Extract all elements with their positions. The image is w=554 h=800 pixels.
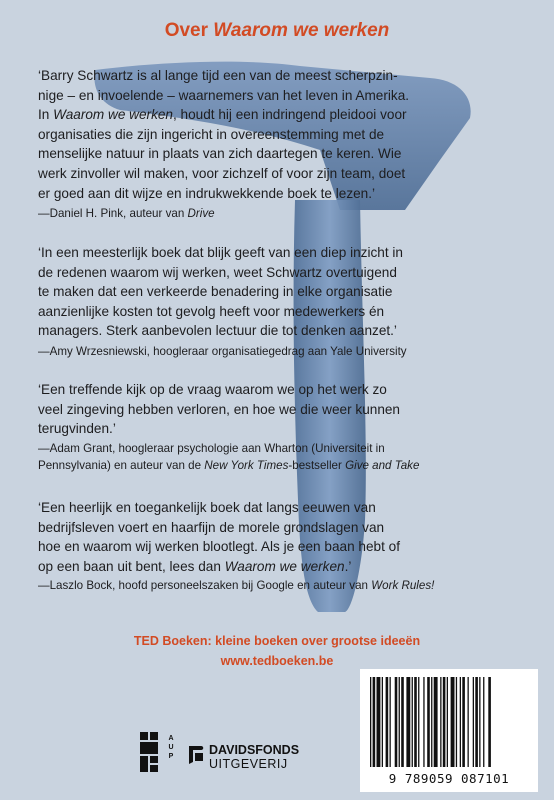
barcode-bar xyxy=(399,677,400,767)
barcode-bar xyxy=(418,677,419,767)
barcode-bar xyxy=(456,677,457,767)
barcode-bar xyxy=(370,677,371,767)
barcode-bar xyxy=(390,677,391,767)
barcode-bar xyxy=(488,677,491,767)
ted-boeken-info xyxy=(0,631,554,671)
barcode-bar xyxy=(434,677,438,767)
barcode-bar xyxy=(427,677,430,767)
quote-line: organisaties die zijn ingericht in overeenstemming met de xyxy=(38,126,385,142)
ted-website-link[interactable]: www.tedboeken.be xyxy=(220,654,334,668)
barcode-bar xyxy=(412,677,413,767)
barcode-bar xyxy=(443,677,446,767)
quote-line: veel zingeving hebben verloren, en hoe we die weer kunnen xyxy=(38,401,400,417)
barcode-bar xyxy=(401,677,404,767)
quote-line: ‘Barry Schwartz is al lange tijd een van de meest scherpzin- xyxy=(38,68,398,83)
barcode-bar xyxy=(462,677,465,767)
barcode xyxy=(360,669,538,792)
barcode-bar xyxy=(377,677,381,767)
attribution-grant: —Adam Grant, hoogleraar psychologie aan Wharton (Universiteit in Pennsylvania) en auteur van de New York Times-bestseller Give and Take xyxy=(38,442,420,472)
quote-line: ‘Een heerlijk en toegankelijk boek dat langs eeuwen van xyxy=(38,500,376,515)
attribution-wrzesniewski: —Amy Wrzesniewski, hoogleraar organisatiegedrag aan Yale University xyxy=(38,345,407,358)
quote-line: ‘In een meesterlijk boek dat blijk geeft van een diep inzicht in xyxy=(38,245,403,260)
quote-line: In Waarom we werken, houdt hij een indringend pleidooi voor xyxy=(38,107,407,123)
barcode-bar xyxy=(382,677,383,767)
barcode-bar xyxy=(431,677,432,767)
barcode-bar xyxy=(440,677,441,767)
quote-wrzesniewski xyxy=(38,243,518,341)
publisher-logo-icon xyxy=(140,732,160,772)
page-title: Over Waarom we werken xyxy=(164,20,390,41)
ted-tagline: TED Boeken: kleine boeken over grootse ideeën xyxy=(133,634,421,648)
barcode-bar xyxy=(414,677,417,767)
barcode-bar xyxy=(423,677,424,767)
quote-line: nige – en invoelende – waarnemers van het leven in Amerika. xyxy=(38,87,410,103)
attribution-pink: —Daniel H. Pink, auteur van Drive xyxy=(38,207,215,220)
quote-line: hoe en waarom wij werken blootlegt. Als je een baan hebt of xyxy=(38,539,400,555)
barcode-bar xyxy=(451,677,455,767)
quote-line: te maken dat een verkeerde benadering in elke organisatie xyxy=(38,284,393,300)
quote-line: ‘Een treffende kijk op de vraag waarom we op het werk zo xyxy=(38,382,387,397)
quote-line: werk zinvoller wil maken, voor zichzelf of voor zijn team, doet xyxy=(38,165,406,181)
barcode-bar xyxy=(386,677,389,767)
attribution-bock: —Laszlo Bock, hoofd personeelszaken bij Google en auteur van Work Rules! xyxy=(38,579,435,592)
barcode-bar xyxy=(447,677,448,767)
davidsfonds-logo-text: DAVIDSFONDS UITGEVERIJ xyxy=(209,743,300,771)
barcode-bar xyxy=(473,677,474,767)
quote-line: managers. Sterk aanbevolen lectuur die tot denken aanzet.’ xyxy=(38,323,397,339)
quote-line: menselijke natuur in plaats van zich daartegen te keren. Wie xyxy=(38,146,402,162)
barcode-bar xyxy=(460,677,461,767)
quote-bock xyxy=(38,498,518,576)
quote-line: bedrijfsleven voert en haarfijn de morele grondslagen van xyxy=(38,519,385,535)
barcode-bar xyxy=(468,677,469,767)
barcode-bar xyxy=(395,677,398,767)
barcode-bar xyxy=(479,677,480,767)
barcode-bar xyxy=(483,677,484,767)
barcode-bar xyxy=(406,677,410,767)
barcode-bars xyxy=(360,669,538,769)
davidsfonds-logo-icon xyxy=(187,744,205,766)
quote-grant xyxy=(38,380,518,439)
quote-line: de redenen waarom wij werken, weet Schwartz overtuigend xyxy=(38,264,397,280)
barcode-bar xyxy=(475,677,478,767)
isbn-number: 9 789059 087101 xyxy=(388,771,510,786)
quote-pink xyxy=(38,66,518,203)
quote-line: terugvinden.’ xyxy=(38,421,116,437)
quote-line: aanzienlijke kosten tot gevolg heeft voor medewerkers én xyxy=(38,303,385,319)
quote-line: op een baan uit bent, lees dan Waarom we werken.’ xyxy=(38,558,352,574)
aup-logo: A U P xyxy=(168,735,174,760)
quote-line: er goed aan dit wijze en indrukwekkende boek te lezen.’ xyxy=(38,185,376,201)
barcode-bar xyxy=(373,677,376,767)
